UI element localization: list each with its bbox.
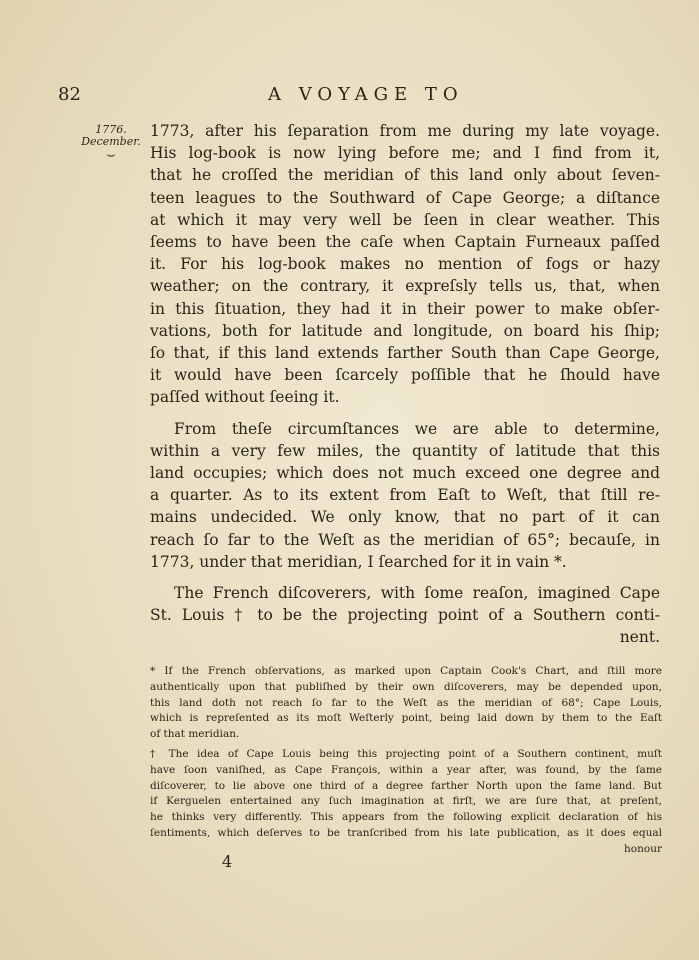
text-line: reach ſo far to the Weſt as the meridian of 65°; becauſe, in <box>150 530 660 549</box>
footnote-catchword: honour <box>624 842 662 855</box>
footnote-line: he thinks very differently. This appears from the following explicit declaration of his <box>150 811 662 824</box>
margin-brace-icon: ⌣ <box>106 147 116 163</box>
text-line: in this ſituation, they had it in their power to make obſer- <box>150 299 660 318</box>
footnote-line: have ſoon vaniſhed, as Cape François, within a year after, was found, by the ſame <box>150 763 662 776</box>
paragraph-1 <box>150 120 660 409</box>
text-line: that he croſſed the meridian of this land only about ſeven- <box>150 166 660 185</box>
margin-date-note <box>76 123 146 163</box>
text-line: it would have been ſcarcely poſſible that he ſhould have <box>150 366 660 385</box>
text-line: 1773, under that meridian, I ſearched for it in vain *. <box>150 552 567 571</box>
text-line: teen leagues to the Southward of Cape George; a diſtance <box>150 188 660 207</box>
running-title: A VOYAGE TO <box>268 84 464 105</box>
text-line: within a very few miles, the quantity of latitude that this <box>150 441 660 460</box>
footnote-line: authentically upon that publiſhed by their own diſcoverers, may be depended upon, <box>150 680 662 693</box>
footnote-1 <box>150 664 662 743</box>
text-line: a quarter. As to its extent from Eaſt to Weſt, that ſtill re- <box>150 486 660 505</box>
footnote-line: which is repreſented as its moſt Weſterly point, being laid down by them to the Eaſt <box>150 712 662 725</box>
paragraph-2 <box>150 418 660 573</box>
text-line: From theſe circumſtances we are able to determine, <box>174 419 660 438</box>
footnotes <box>150 664 662 862</box>
text-line: at which it may very well be ſeen in clear weather. This <box>150 210 660 229</box>
margin-month: December. <box>81 135 141 148</box>
text-line: paſſed without ſeeing it. <box>150 388 340 407</box>
signature-mark: 4 <box>222 852 233 871</box>
text-line: The French diſcoverers, with ſome reaſon, imagined Cape <box>174 584 660 603</box>
text-line: ſo that, if this land extends farther South than Cape George, <box>150 344 660 363</box>
text-line: mains undecided. We only know, that no part of it can <box>150 508 660 527</box>
page-number: 82 <box>58 84 81 105</box>
text-line: weather; on the contrary, it expreſsly tells us, that, when <box>150 277 660 296</box>
footnote-line: † The idea of Cape Louis being this projecting point of a Southern continent, muſt <box>150 747 662 760</box>
footnote-line: diſcoverer, to lie above one third of a degree farther North upon the ſame land. But <box>150 779 662 792</box>
text-line: land occupies; which does not much exceed one degree and <box>150 464 660 483</box>
text-line: it. For his log-book makes no mention of fogs or hazy <box>150 255 660 274</box>
text-line: His log-book is now lying before me; and I find from it, <box>150 144 660 163</box>
text-line: 1773, after his ſeparation from me during my late voyage. <box>150 122 660 140</box>
text-line: St. Louis † to be the projecting point of a Southern conti- <box>150 606 660 625</box>
footnote-line: of that meridian. <box>150 728 240 741</box>
margin-year: 1776. <box>95 123 127 136</box>
main-text <box>150 120 660 658</box>
footnote-line: * If the French obſervations, as marked upon Captain Cook's Chart, and ſtill more <box>150 665 662 677</box>
catchword-line: nent. <box>619 628 660 647</box>
footnote-line: if Kerguelen entertained any ſuch imagination at firſt, we are ſure that, at preſent, <box>150 795 662 808</box>
paragraph-3 <box>150 582 660 649</box>
footnote-line: ſentiments, which deſerves to be tranſcribed from his late publication, as it does equal <box>150 826 662 839</box>
text-line: ſeems to have been the caſe when Captain Furneaux paſſed <box>150 233 660 252</box>
footnote-line: this land doth not reach ſo far to the Weſt as the meridian of 68°; Cape Louis, <box>150 696 662 709</box>
footnote-2 <box>150 747 662 858</box>
text-line: vations, both for latitude and longitude, on board his ſhip; <box>150 321 660 340</box>
